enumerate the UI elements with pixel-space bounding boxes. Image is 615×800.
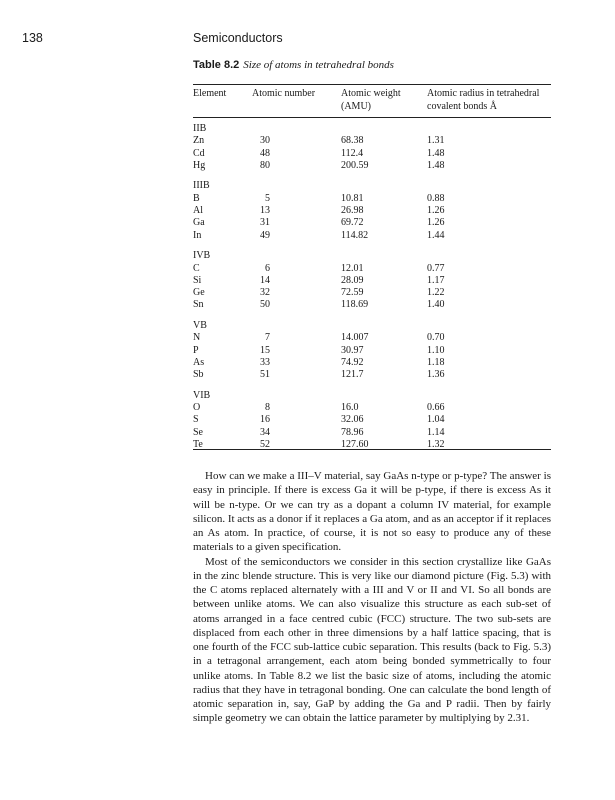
element-cell: S <box>193 414 199 426</box>
table-row <box>193 402 551 414</box>
table-row <box>193 275 551 287</box>
atomic-radius-cell: 1.26 <box>427 205 445 217</box>
atomic-radius-cell: 1.31 <box>427 135 445 147</box>
table-row <box>193 263 551 275</box>
atomic-radius-cell: 1.40 <box>427 299 445 311</box>
atomic-weight-cell: 74.92 <box>341 356 364 368</box>
atomic-number-cell: 33 <box>260 356 270 368</box>
atomic-number-cell: 15 <box>260 344 270 356</box>
atomic-radius-cell: 1.14 <box>427 426 445 438</box>
table-header-rule <box>193 117 551 118</box>
atomic-number-cell: 31 <box>260 217 270 229</box>
element-cell: Al <box>193 205 203 217</box>
table-row <box>193 135 551 147</box>
atomic-weight-cell: 118.69 <box>341 299 369 311</box>
element-cell: Te <box>193 439 203 451</box>
table-group <box>193 123 551 172</box>
table-row <box>193 230 551 242</box>
element-cell: Ga <box>193 217 205 229</box>
atomic-number-cell: 13 <box>260 205 270 217</box>
atomic-radius-cell: 1.36 <box>427 369 445 381</box>
atomic-number-cell: 30 <box>260 135 270 147</box>
atomic-number-cell: 34 <box>260 426 270 438</box>
element-cell: Hg <box>193 159 206 171</box>
element-cell: Ge <box>193 287 205 299</box>
table-row <box>193 427 551 439</box>
atomic-weight-cell: 30.97 <box>341 344 364 356</box>
table-row <box>193 160 551 172</box>
column-header-atomic-radius <box>427 88 539 113</box>
table-top-rule <box>193 84 551 85</box>
element-cell: Zn <box>193 135 205 147</box>
atomic-weight-cell: 112.4 <box>341 147 364 159</box>
table-bottom-rule <box>193 449 551 450</box>
element-cell: O <box>193 402 201 414</box>
table-label: Table 8.2 <box>193 59 240 71</box>
atomic-radius-cell: 1.17 <box>427 274 445 286</box>
atomic-weight-cell: 14.007 <box>341 332 369 344</box>
table-row <box>193 193 551 205</box>
table-row <box>193 369 551 381</box>
atomic-number-cell: 6 <box>265 262 270 274</box>
element-cell: Se <box>193 426 203 438</box>
paragraph: How can we make a III–V material, say GaAs n-type or p-type? The answer is easy in principle. If there is excess Ga it will be p-type, if there is excess As it will be n-type. Or we can try as a dopant a column IV material, for example silicon. It acts as a donor if it replaces a Ga atom, and as an acceptor if it replaces an As atom. In practice, of course, it is not so easy to produce any of these materials to a given specification. <box>193 470 551 554</box>
atomic-number-cell: 8 <box>265 402 270 414</box>
atomic-radius-cell: 1.26 <box>427 217 445 229</box>
group-label: IIIB <box>193 180 210 192</box>
atomic-radius-cell: 0.88 <box>427 192 445 204</box>
element-cell: Si <box>193 274 202 286</box>
column-header-atomic-weight-line2: (AMU) <box>341 100 371 112</box>
column-header-atomic-radius-line2: covalent bonds Å <box>427 100 497 112</box>
element-cell: In <box>193 229 202 241</box>
group-label: IVB <box>193 250 211 262</box>
group-label: IIB <box>193 123 207 134</box>
atomic-number-cell: 5 <box>265 192 270 204</box>
atomic-number-cell: 32 <box>260 287 270 299</box>
atomic-radius-cell: 1.48 <box>427 147 445 159</box>
atomic-radius-cell: 1.32 <box>427 439 445 451</box>
table-row <box>193 148 551 160</box>
atomic-weight-cell: 127.60 <box>341 439 369 451</box>
atomic-radius-cell: 1.44 <box>427 229 445 241</box>
table-group <box>193 320 551 381</box>
column-header-atomic-radius-line1: Atomic radius in tetrahedral <box>427 88 540 99</box>
atomic-weight-cell: 200.59 <box>341 159 369 171</box>
element-cell: N <box>193 332 201 344</box>
atomic-weight-cell: 26.98 <box>341 205 364 217</box>
element-cell: Sn <box>193 299 204 311</box>
atomic-weight-cell: 72.59 <box>341 287 364 299</box>
table-row <box>193 205 551 217</box>
element-cell: B <box>193 192 200 204</box>
atomic-radius-cell: 0.70 <box>427 332 445 344</box>
table-row <box>193 357 551 369</box>
column-header-atomic-weight <box>341 88 401 113</box>
atomic-weight-cell: 12.01 <box>341 262 364 274</box>
atomic-weight-cell: 121.7 <box>341 369 364 381</box>
column-header-element: Element <box>193 88 227 99</box>
atomic-number-cell: 50 <box>260 299 270 311</box>
table-body <box>193 123 551 460</box>
atomic-number-cell: 48 <box>260 147 270 159</box>
atomic-weight-cell: 69.72 <box>341 217 364 229</box>
table-row <box>193 217 551 229</box>
table-row <box>193 287 551 299</box>
group-label: VIB <box>193 389 211 401</box>
atomic-number-cell: 14 <box>260 274 270 286</box>
running-header: Semiconductors <box>193 31 283 45</box>
atomic-weight-cell: 114.82 <box>341 229 369 241</box>
body-text <box>193 469 551 726</box>
atomic-weight-cell: 10.81 <box>341 192 364 204</box>
table-group <box>193 250 551 311</box>
atomic-number-cell: 80 <box>260 159 270 171</box>
element-cell: Cd <box>193 147 205 159</box>
atomic-number-cell: 49 <box>260 229 270 241</box>
group-label: VB <box>193 320 207 332</box>
paragraph: Most of the semiconductors we consider in this section crystallize like GaAs in the zinc blende structure. This is very like our diamond picture (Fig. 5.3) with the C atoms replaced alternately with a III and V or II and VI. So all bonds are between unlike atoms. We can also visualize this structure as each sub-set of atoms arranged in a face centred cubic (FCC) structure. The two sub-sets are displaced from each other in three dimensions by a half lattice spacing, that is one fourth of the FCC sub-lattice cubic separation. This results (back to Fig. 5.3) in a tetragonal arrangement, each atom being bonded symmetrically to four unlike atoms. In Table 8.2 we list the basic size of atoms, including the atomic radius that they have in tetragonal bonding. One can calculate the bond length of atomic separation in, say, GaP by adding the Ga and P radii. Then by fairly simple geometry we can obtain the lattice parameter by multiplying by 2.31. <box>193 555 551 725</box>
table-row <box>193 414 551 426</box>
atomic-radius-cell: 0.66 <box>427 402 445 414</box>
atomic-radius-cell: 1.04 <box>427 414 445 426</box>
column-header-atomic-number: Atomic number <box>252 88 316 99</box>
element-cell: C <box>193 262 200 274</box>
atomic-weight-cell: 78.96 <box>341 426 364 438</box>
table-group <box>193 390 551 451</box>
element-cell: Sb <box>193 369 204 381</box>
element-cell: As <box>193 356 205 368</box>
table-row <box>193 332 551 344</box>
element-cell: P <box>193 344 199 356</box>
table-caption-text: Size of atoms in tetrahedral bonds <box>243 59 394 71</box>
atomic-weight-cell: 16.0 <box>341 402 359 414</box>
table-row <box>193 299 551 311</box>
column-header-atomic-weight-line1: Atomic weight <box>341 88 401 99</box>
atomic-number-cell: 52 <box>260 439 270 451</box>
atomic-weight-cell: 28.09 <box>341 274 364 286</box>
atomic-radius-cell: 1.22 <box>427 287 445 299</box>
table-caption <box>193 59 394 71</box>
atomic-number-cell: 16 <box>260 414 270 426</box>
atomic-radius-cell: 1.18 <box>427 356 445 368</box>
table-group <box>193 180 551 241</box>
atomic-radius-cell: 1.48 <box>427 159 445 171</box>
table-row <box>193 345 551 357</box>
atomic-radius-cell: 0.77 <box>427 262 445 274</box>
atomic-weight-cell: 32.06 <box>341 414 364 426</box>
atomic-number-cell: 7 <box>265 332 270 344</box>
atomic-number-cell: 51 <box>260 369 270 381</box>
atomic-weight-cell: 68.38 <box>341 135 364 147</box>
atomic-radius-cell: 1.10 <box>427 344 445 356</box>
page-number: 138 <box>22 31 43 45</box>
